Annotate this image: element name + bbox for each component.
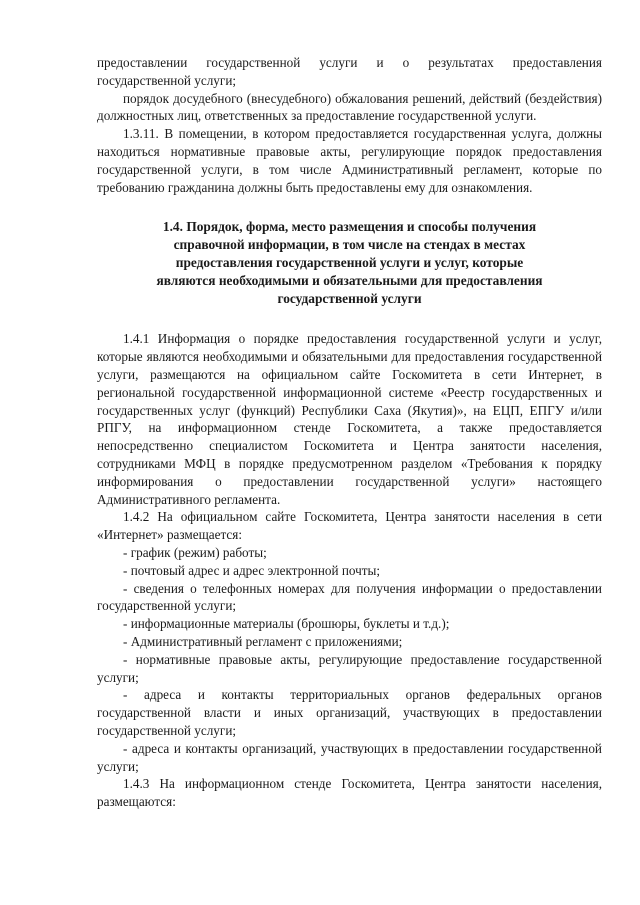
paragraph-1-4-1: 1.4.1 Информация о порядке предоставления государственной услуги и услуг, которые являются необходимыми и обязательными для предоставления государственной услуги, размещаются на официальном сайте Госкомитета в сети Интернет, в региональной государственной информационной системе «Реестр государственных и государственных услуг (функций) Республики Саха (Якутия)», на ЕЦП, ЕПГУ и/или РПГУ, на информационном стенде Госкомитета, а также предоставляется непосредственно специалистом Госкомитета и Центра занятости населения, сотрудниками МФЦ в порядке предусмотренном разделом «Требования к порядку информирования о предоставлении государственной услуги» настоящего Административного регламента.: [97, 331, 602, 507]
list-item: - график (режим) работы;: [123, 544, 267, 560]
paragraph-1-4-3: 1.4.3 На информационном стенде Госкомитета, Центра занятости населения, размещаются:: [97, 776, 602, 810]
list-item: - адреса и контакты организаций, участвующих в предоставлении государственной услуги;: [97, 740, 602, 774]
heading-line: предоставления государственной услуги и услуг, которые: [175, 255, 524, 271]
list-item: - почтовый адрес и адрес электронной почты;: [123, 562, 381, 578]
paragraph-1-4-2: 1.4.2 На официальном сайте Госкомитета, Центра занятости населения в сети «Интернет» размещается:: [97, 509, 602, 543]
paragraph-1-3-11: 1.3.11. В помещении, в котором предоставляется государственная услуга, должны находиться нормативные правовые акты, регулирующие порядок предоставления государственной услуги, в том числе Административный регламент, которые по требованию гражданина должны быть предоставлены ему для ознакомления.: [97, 126, 602, 195]
document-page: [97, 54, 602, 811]
list-item: - адреса и контакты территориальных органов федеральных органов государственной власти и иных организаций, участвующих в предоставлении государственной услуги;: [97, 687, 602, 738]
list-item: - нормативные правовые акты, регулирующие предоставление государственной услуги;: [97, 651, 602, 685]
list-item: - сведения о телефонных номерах для получения информации о предоставлении государственной услуги;: [97, 580, 602, 614]
list-item: - информационные материалы (брошюры, буклеты и т.д.);: [123, 616, 450, 632]
heading-line: являются необходимыми и обязательными для предоставления: [156, 273, 543, 289]
paragraph-appeal: порядок досудебного (внесудебного) обжалования решений, действий (бездействия) должностных лиц, ответственных за предоставление государственной услуги.: [97, 90, 602, 124]
heading-line: 1.4. Порядок, форма, место размещения и способы получения: [162, 219, 537, 235]
heading-line: государственной услуги: [277, 291, 422, 307]
list-item: - Административный регламент с приложениями;: [123, 633, 403, 649]
section-heading-1-4: [97, 218, 602, 308]
paragraph-top: предоставлении государственной услуги и о результатах предоставления государственной услуги;: [97, 55, 602, 88]
heading-line: справочной информации, в том числе на стендах в местах: [173, 237, 526, 253]
